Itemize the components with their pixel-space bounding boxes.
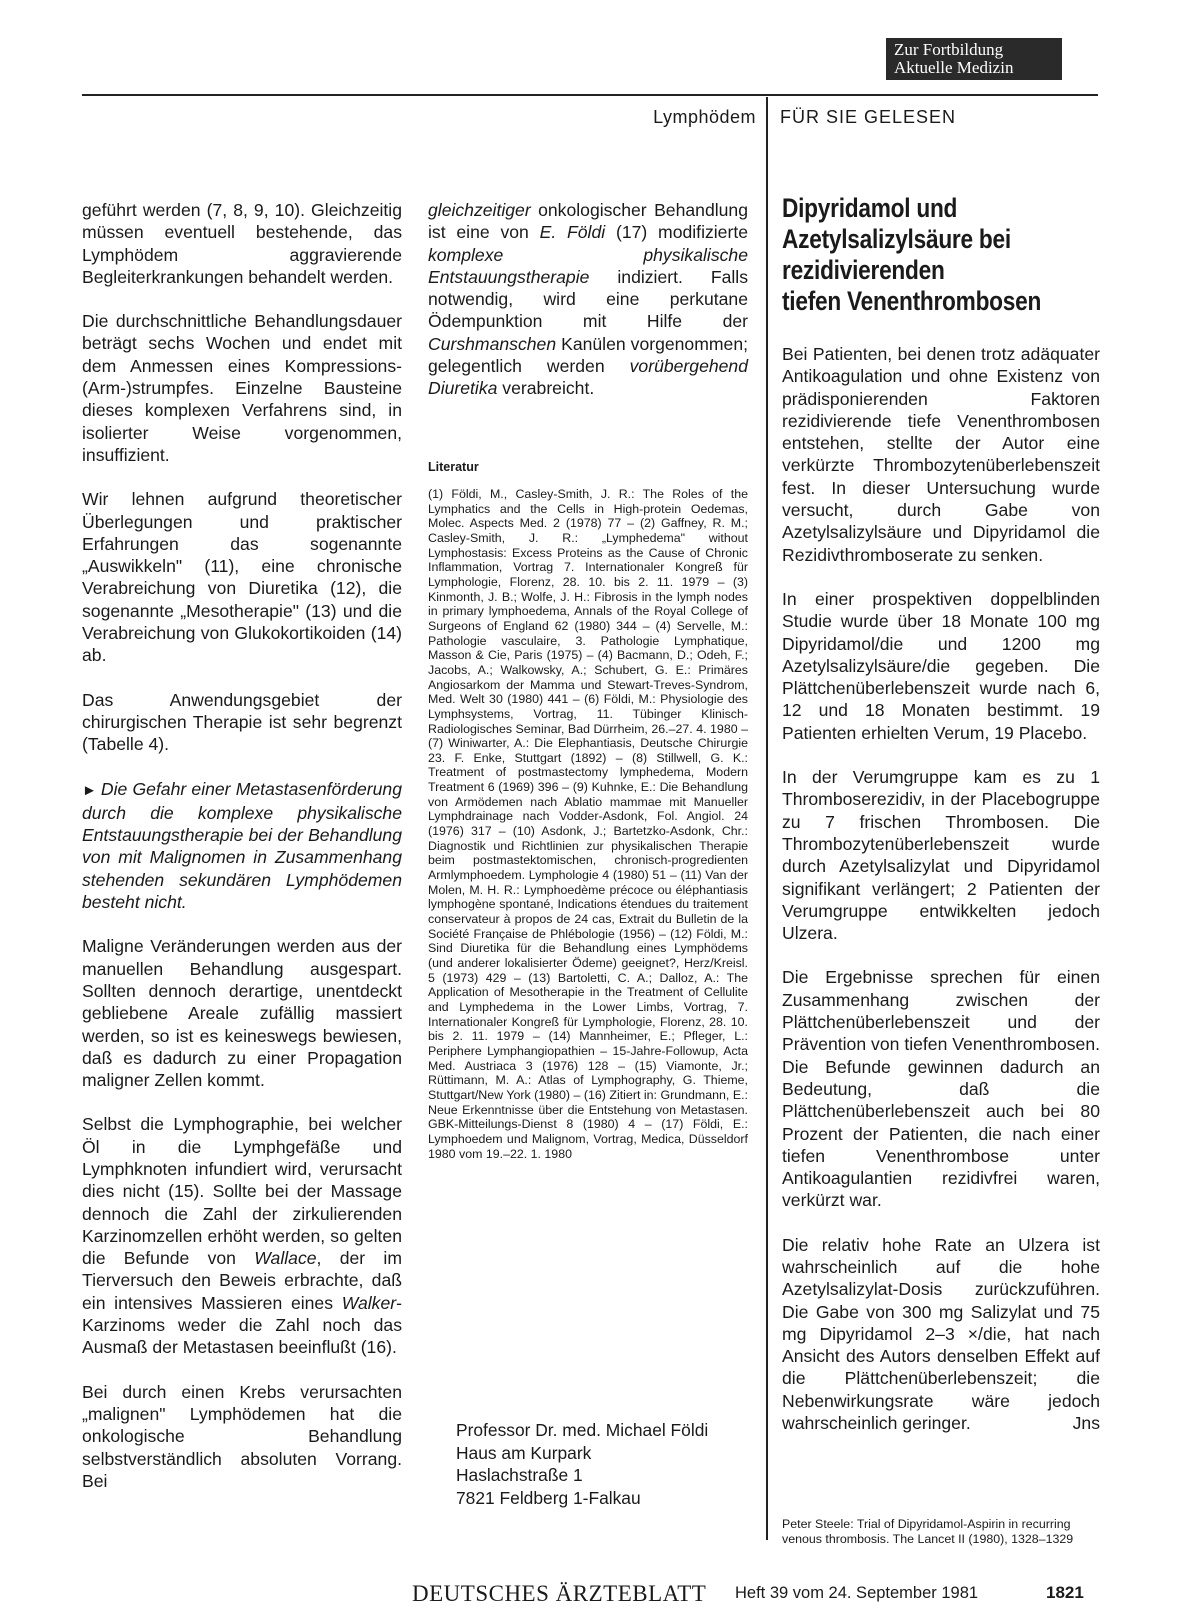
paragraph: Wir lehnen aufgrund theoretischer Überlegungen und praktischer Erfahrungen das sogenannte „Auswikkeln" (11), eine chronische Verabreichung von Diuretika (12), die sogenannte „Mesotherapie" (13) und die Verabreichung von Glukokortikoiden (14) ab. — [82, 489, 402, 666]
paragraph: In einer prospektiven doppelblinden Studie wurde über 18 Monate 100 mg Dipyridamol/die und 1200 mg Azetylsalizylsäure/die gegeben. Die Plättchenüberlebenszeit wurde nach 6, 12 und 18 Monaten bestimmt. 19 Patienten erhielten Verum, 19 Placebo. — [782, 588, 1100, 743]
text-run: komplexe physikalische Entstauungstherapie — [428, 244, 748, 287]
badge-line-1: Zur Fortbildung — [894, 40, 1004, 59]
text-run: vorübergehend Diuretika — [428, 356, 748, 399]
highlight-paragraph — [82, 778, 402, 914]
address-line: Professor Dr. med. Michael Földi — [456, 1420, 709, 1440]
paragraph: Die Ergebnisse sprechen für einen Zusammenhang zwischen der Plättchenüberlebenszeit und der Prävention von tiefen Venenthrombosen. Die Befunde gewinnen dadurch an Bedeutung, daß die Plättchenüberlebenszeit auch bei 80 Prozent der Patienten, die nach einer tiefen Venenthrombose unter Antikoagulantien rezidivfrei waren, verkürzt war. — [782, 967, 1100, 1211]
title-line: tiefen Venenthrombosen — [782, 286, 1042, 316]
column-1 — [82, 199, 402, 1514]
text-run: onkologischer Behandlung ist eine von — [428, 200, 748, 243]
text-run: , der im Tierversuch den Beweis erbrachte, daß ein intensives Massieren eines — [82, 1248, 402, 1313]
article-title — [782, 193, 1059, 317]
column-2 — [428, 199, 748, 422]
text-run: Selbst die Lymphographie, bei welcher Öl in die Lymphgefäße und Lymphknoten infundiert wird, verursacht dies nicht (15). Sollte bei der Massage dennoch die Zahl der zirkulierenden Karzinomzellen erhöht werden, so gelten die Befunde von — [82, 1114, 402, 1269]
text-run: verabreicht. — [497, 378, 595, 399]
paragraph: In der Verumgruppe kam es zu 1 Thromboserezidiv, in der Placebogruppe zu 7 frischen Thrombosen. Die Thrombozytenüberlebenszeit wurde durch Azetylsalizylat und Dipyridamol signifikant verlängert; 2 Patienten der Verumgruppe entwikkelten jedoch Ulzera. — [782, 767, 1100, 944]
page-number: 1821 — [1046, 1583, 1084, 1602]
column-3 — [782, 343, 1100, 1456]
journal-name: DEUTSCHES ÄRZTEBLATT — [412, 1581, 707, 1606]
issue-info: Heft 39 vom 24. September 1981 — [735, 1584, 979, 1602]
paragraph — [782, 1234, 1100, 1435]
paragraph: Die durchschnittliche Behandlungsdauer beträgt sechs Wochen und endet mit dem Anmessen eines Kompressions-(Arm-)strumpfes. Einzelne Bausteine dieses komplexen Verfahrens sind, in isolierter Weise vorgenommen, insuffizient. — [82, 311, 402, 465]
column-divider — [766, 97, 768, 1540]
arrow-icon: ► — [82, 781, 97, 799]
paragraph: Bei Patienten, bei denen trotz adäquater Antikoagulation und ohne Existenz von prädisponierenden Faktoren rezidivierende tiefe Venenthrombosen entstehen, stellte der Autor eine verkürzte Thrombozytenüberlebenszeit fest. In dieser Untersuchung wurde versucht, durch Gabe von Azetylsalizylsäure und Dipyridamol die Rezidivthromboserate zu senken. — [782, 344, 1100, 565]
author-name: E. Földi — [539, 222, 606, 243]
paragraph — [82, 1113, 402, 1358]
top-rule — [82, 94, 1098, 96]
text-run: (17) modifizierte — [605, 222, 748, 243]
paragraph: geführt werden (7, 8, 9, 10). Gleichzeitig müssen eventuell bestehende, das Lymphödem aggravierende Begleiterkrankungen behandelt werden. — [82, 200, 402, 287]
paragraph — [428, 199, 748, 400]
address-line: Haslachstraße 1 — [456, 1465, 583, 1485]
section-badge — [886, 38, 1062, 80]
title-line: Dipyridamol und — [782, 193, 958, 223]
address-line: 7821 Feldberg 1-Falkau — [456, 1487, 641, 1508]
address-line: Haus am Kurpark — [456, 1442, 592, 1463]
text-run: Curshmanschen — [428, 333, 557, 354]
section-heading-left: Lymphödem — [653, 107, 756, 127]
title-line: rezidivierenden — [782, 255, 945, 285]
paragraph: Das Anwendungsgebiet der chirurgischen Therapie ist sehr begrenzt (Tabelle 4). — [82, 689, 402, 755]
highlight-text: Die Gefahr einer Metastasenförderung durch die komplexe physikalische Entstauungstherapie bei der Behandlung von mit Malignomen in Zusammenhang stehenden sekundären Lymphödemen besteht nicht. — [82, 778, 402, 913]
text-run: indiziert. Falls notwendig, wird eine perkutane Ödempunktion mit Hilfe der — [428, 266, 748, 332]
text-run: -Karzinoms weder die Zahl noch das Ausmaß der Metastasen beeinflußt (16). — [82, 1292, 402, 1358]
paragraph: Bei durch einen Krebs verursachten „malignen" Lymphödemen hat die onkologische Behandlung selbstverständlich absoluten Vorrang. Bei — [82, 1381, 402, 1491]
text-run: Kanülen vorgenommen; gelegentlich werden — [428, 333, 748, 377]
section-heading-right: FÜR SIE GELESEN — [780, 107, 957, 127]
text-run: gleichzeitiger — [428, 200, 531, 220]
author-name: Walker — [341, 1292, 397, 1313]
paragraph: Maligne Veränderungen werden aus der manuellen Behandlung ausgespart. Sollten dennoch derartige, unentdeckt gebliebene Areale zufällig massiert werden, so ist es keineswegs bewiesen, daß es dadurch zu einer Propagation maligner Zellen kommt. — [82, 936, 402, 1091]
text-run: Die relativ hohe Rate an Ulzera ist wahrscheinlich auf die hohe Azetylsalizylat-Dosis zurückzuführen. Die Gabe von 300 mg Salizylat und 75 mg Dipyridamol 2–3 ×/die, hat nach Ansicht des Autors denselben Effekt auf die Plättchenüberlebenszeit; die Nebenwirkungsrate wäre jedoch wahrscheinlich geringer. — [782, 1234, 1100, 1434]
references-list: (1) Földi, M., Casley-Smith, J. R.: The Roles of the Lymphatics and the Cells in High-protein Oedemas, Molec. Aspects Med. 2 (1978) 77 – (2) Gaffney, R. M.; Casley-Smith, J. R.: „Lymphedema" without Lymphostasis: Excess Proteins as the Cause of Chronic Inflammation, Vortrag 7. Internationaler Kongreß für Lymphologie, Florenz, 28. 10. bis 2. 11. 1979 – (3) Kinmonth, J. B.; Wolfe, J. H.: Fibrosis in the lymph nodes in primary lymphoedema, Annals of the Royal College of Surgeons of England 62 (1980) 344 – (4) Servelle, M.: Pathologie vasculaire, 3. Pathologie Lymphatique, Masson & Cie, Paris (1975) – (4) Bacmann, D.; Odeh, F.; Jacobs, A.; Walkowsky, A.; Schubert, G. E.: Primäres Angiosarkom der Mamma und Stewart-Treves-Syndrom, Med. Welt 30 (1980) 441 – (6) Földi, M.: Physiologie des Lymphsystems, Vortrag, 11. Tübinger Klinisch-Radiologisches Seminar, Bad Dürrheim, 26.–27. 4. 1980 – (7) Winiwarter, A.: Die Elephantiasis, Deutsche Chirurgie 23. F. Enke, Stuttgart (1892) – (8) Stillwell, G. K.: Treatment of postmastectomy lymphedema, Modern Treatment 6 (1969) 396 – (9) Kuhnke, E.: Die Behandlung von Armödemen nach Ablatio mammae mit Manueller Lymphdrainage nach Vodder-Asdonk, Fol. Angiol. 24 (1976) 317 – (10) Asdonk, J.; Bartetzko-Asdonk, Chr.: Diagnostik und Richtlinien zur physikalischen Therapie beim postmastektomischen, chronisch-progredienten Armlymphoedem. Lymphologie 4 (1980) 51 – (11) Van der Molen, M. H. R.: Lymphoedème précoce ou éléphantiasis lymphogène spontané, Indications étendues du traitement conservateur à propos de 24 cas, Extrait du Bulletin de la Société Française de Phlébologie (1956) – (12) Földi, M.: Sind Diuretika für die Behandlung eines Lymphödems (und anderer lokalisierter Ödeme) geeignet?, Herz/Kreisl. 5 (1973) 429 – (13) Bartoletti, C. A.; Dalloz, A.: The Application of Mesotherapie in the Treatment of Cellulite and Lymphedema in the Lower Limbs, Vortrag, 7. Internationaler Kongreß für Lymphologie, Florenz, 28. 10. bis 2. 11. 1979 – (14) Mannheimer, E.; Pfleger, L.: Periphere Lymphangiopathien – 15-Jahre-Followup, Acta Med. Austriaca 3 (1976) 128 – (15) Viamonte, Jr.; Rüttimann, M. A.: Atlas of Lymphography, G. Thieme, Stuttgart/New York (1980) – (16) Zitiert in: Grundmann, E.: Neue Erkenntnisse über die Entstehung von Metastasen. GBK-Mitteilungs-Dienst 8 (1980) 4 – (17) Földi, E.: Lymphoedem und Malignom, Vortrag, Medica, Düsseldorf 1980 vom 19.–22. 1. 1980 — [428, 487, 748, 1161]
source-citation: Peter Steele: Trial of Dipyridamol-Aspirin in recurring venous thrombosis. The Lancet II (1980), 1328–1329 — [782, 1517, 1074, 1546]
author-address — [456, 1419, 708, 1509]
signature: Jns — [1072, 1413, 1100, 1434]
references-heading: Literatur — [428, 460, 479, 474]
title-line: Azetylsalizylsäure bei — [782, 224, 1011, 254]
author-name: Wallace — [254, 1248, 317, 1269]
badge-line-2: Aktuelle Medizin — [894, 58, 1014, 77]
